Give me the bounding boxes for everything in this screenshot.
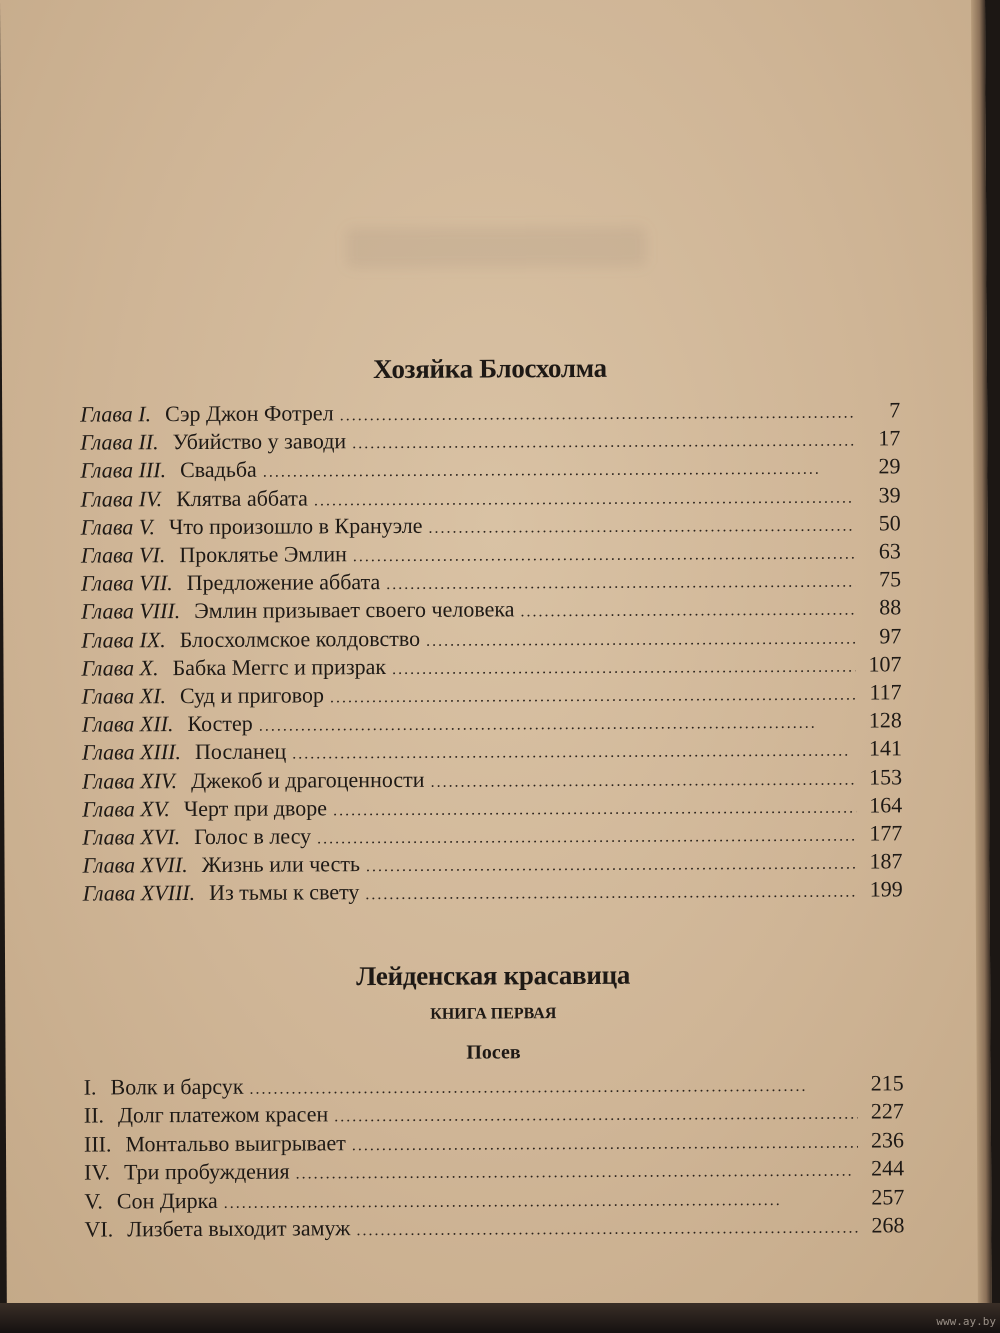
toc-entry [80,396,900,428]
book-subtitle: КНИГА ПЕРВАЯ [430,1005,557,1023]
page-number: 17 [878,425,901,451]
chapter-title: Что произошло в Крануэле [168,512,423,539]
page-number: 177 [869,820,903,846]
chapter-label: Глава XI. [81,683,167,709]
dot-leader [356,1215,858,1246]
chapter-title: Джекоб и драгоценности [191,766,425,793]
bleed-through-text [346,227,646,269]
chapter-label: Глава I. [80,401,152,427]
toc-entry [84,1069,904,1101]
chapter-title: Из тьмы к свету [209,879,360,906]
page-number: 107 [868,651,902,677]
toc-entry [84,1183,904,1215]
chapter-label: Глава XVIII. [82,880,196,906]
page-number: 29 [878,453,901,479]
chapter-label: Глава IV. [80,485,163,512]
page-edge [971,0,992,1313]
toc-entry [82,819,902,851]
toc-entry [82,847,902,879]
chapter-title: Клятва аббата [176,484,308,511]
toc-entry [80,424,900,456]
page-number: 199 [869,876,903,902]
page-number: 63 [878,538,901,564]
page-number: 257 [871,1183,905,1210]
chapter-label: Глава X. [81,654,159,681]
chapter-title: Сон Дирка [116,1187,218,1213]
chapter-title: Эмлин призывает своего человека [194,596,515,624]
chapter-title: Голос в лесу [194,823,312,849]
chapter-label: Глава IX. [81,626,166,653]
chapter-title: Долг платежом красен [117,1101,329,1128]
desk-shadow [0,1303,1000,1333]
section-title: Хозяйка Блосхолма [372,352,607,385]
chapter-label: Глава XIII. [81,739,182,765]
toc-entry [80,453,900,485]
toc-entry [82,791,902,823]
chapter-title: Костер [187,710,253,737]
chapter-title: Посланец [194,738,287,765]
chapter-label: Глава V. [80,513,156,540]
toc-entry [84,1126,904,1158]
toc-entry [84,1211,904,1243]
page-number: 7 [889,397,901,423]
chapter-label: II. [83,1102,105,1128]
page-number: 39 [878,481,901,508]
chapter-label: Глава XVI. [82,824,181,850]
toc-entry [84,1154,904,1186]
chapter-title: Проклятье Эмлин [179,541,347,568]
page-number: 215 [870,1070,904,1096]
watermark: www.ay.by [936,1315,996,1328]
toc-entry [81,481,901,513]
page-number: 187 [869,848,903,874]
page-number: 236 [870,1127,905,1153]
chapter-label: III. [83,1131,112,1157]
dot-leader [365,879,856,910]
page-number: 50 [878,510,901,536]
page-number: 128 [868,707,902,733]
toc-entry [81,650,901,682]
chapter-label: I. [83,1074,97,1100]
toc-entry [81,622,901,654]
toc-entry [82,678,902,710]
toc-entry [84,1098,904,1130]
toc-entry [81,594,901,626]
chapter-title: Жизнь или честь [201,851,361,878]
toc-entry [82,706,902,738]
chapter-title: Монтальво выигрывает [125,1130,346,1157]
chapter-title: Суд и приговор [179,682,325,709]
page-number: 268 [871,1212,905,1238]
toc-entry [81,565,901,597]
chapter-title: Предложение аббата [186,569,381,596]
chapter-label: Глава XV. [82,795,170,822]
chapter-label: Глава II. [80,429,159,455]
chapter-title: Свадьба [179,457,257,483]
chapter-label: Глава XII. [81,711,174,737]
chapter-title: Черт при дворе [183,795,328,821]
chapter-label: V. [84,1188,103,1214]
toc-entry [83,876,903,908]
page-number: 141 [868,735,902,761]
page-number: 153 [869,763,903,790]
chapter-label: Глава VI. [80,542,166,568]
page-number: 117 [869,679,902,705]
page-number: 244 [871,1155,905,1181]
toc-entry [82,735,902,767]
toc-entry [82,763,902,795]
chapter-title: Бабка Меггс и призрак [172,653,387,680]
chapter-label: IV. [84,1159,111,1185]
toc-entry [81,509,901,541]
chapter-title: Волк и барсук [110,1073,244,1100]
chapter-label: Глава VIII. [81,598,181,624]
chapter-label: Глава XIV. [82,767,178,794]
chapter-label: Глава VII. [80,570,173,596]
chapter-title: Убийство у заводи [172,428,347,455]
page-number: 75 [878,566,902,592]
chapter-label: Глава III. [80,457,167,483]
chapter-label: VI. [84,1216,114,1242]
chapter-title: Лизбета выходит замуж [127,1215,351,1242]
section-title: Лейденская красавица [356,959,631,992]
page-number: 227 [870,1098,904,1124]
chapter-title: Сэр Джон Фотрел [165,400,334,427]
chapter-title: Блосхолмское колдовство [179,625,421,652]
toc-entry [81,537,901,569]
page-number: 97 [879,622,902,648]
chapter-label: Глава XVII. [82,852,188,878]
page-number: 88 [879,594,902,620]
chapter-title: Три пробуждения [123,1158,290,1185]
page-number: 164 [869,792,903,818]
part-title: Посев [466,1041,521,1064]
